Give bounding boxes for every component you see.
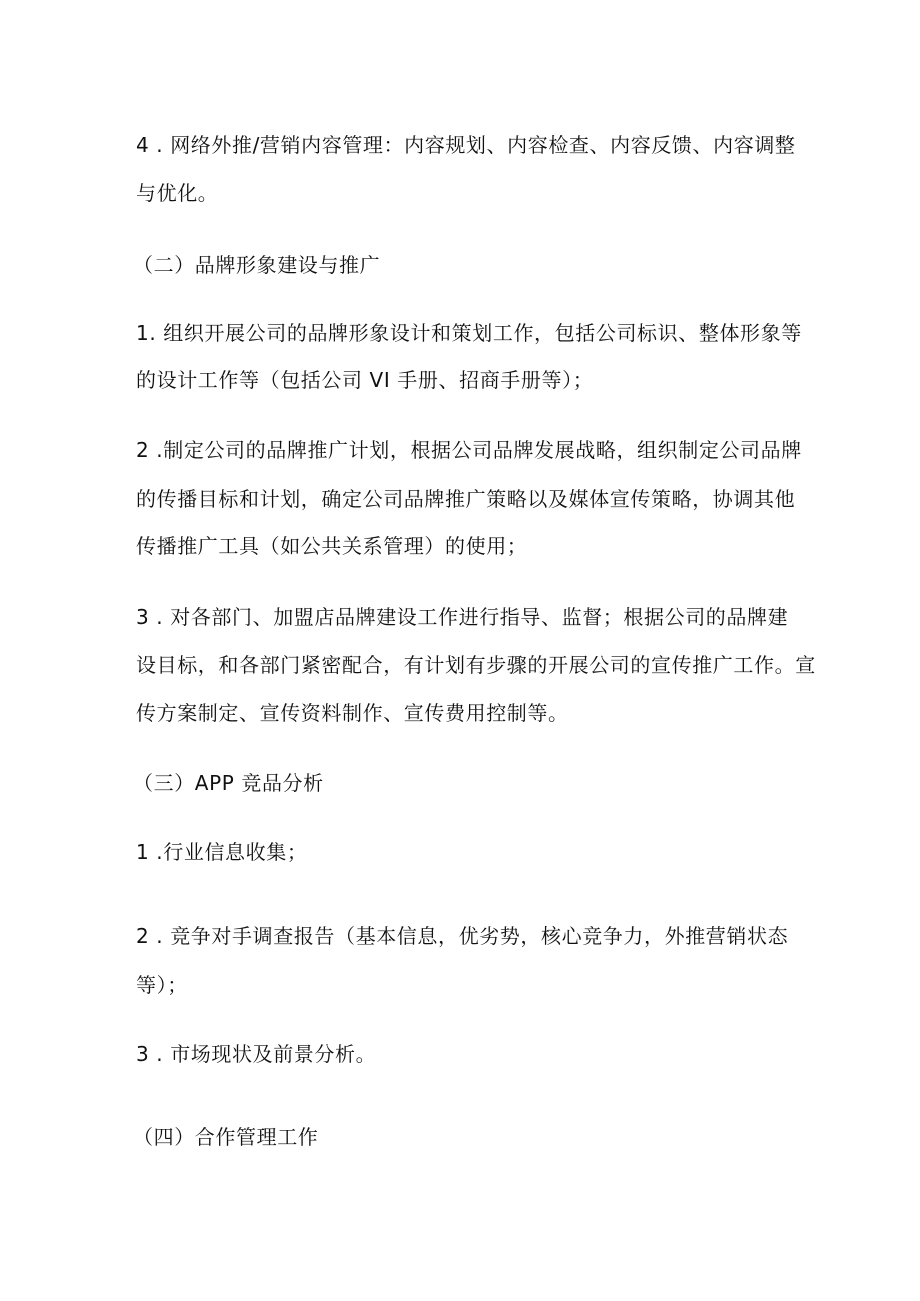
item-1-line-1: 1. 组织开展公司的品牌形象设计和策划工作，包括公司标识、整体形象等 (136, 321, 802, 345)
section-heading-4: （四）合作管理工作 (133, 1125, 319, 1149)
item-4-line-1: 4 . 网络外推/营销内容管理：内容规划、内容检查、内容反馈、内容调整 (136, 133, 796, 157)
item-2b-line-1: 2 . 竞争对手调查报告（基本信息，优劣势，核心竞争力，外推营销状态 (136, 924, 789, 948)
section-heading-2: （二）品牌形象建设与推广 (133, 253, 381, 277)
section-heading-3: （三）APP 竞品分析 (133, 771, 324, 795)
item-3-line-2: 设目标，和各部门紧密配合，有计划有步骤的开展公司的宣传推广工作。宣 (136, 653, 816, 677)
item-4-line-2: 与优化。 (136, 181, 219, 205)
item-2-line-1: 2 .制定公司的品牌推广计划，根据公司品牌发展战略，组织制定公司品牌 (136, 438, 802, 462)
item-2-line-3: 传播推广工具（如公共关系管理）的使用； (136, 534, 528, 558)
item-2-line-2: 的传播目标和计划，确定公司品牌推广策略以及媒体宣传策略，协调其他 (136, 487, 796, 511)
item-3-line-1: 3 . 对各部门、加盟店品牌建设工作进行指导、监督；根据公司的品牌建 (136, 605, 789, 629)
item-2b-line-2: 等）； (136, 973, 188, 997)
item-1b-line-1: 1 .行业信息收集； (136, 840, 308, 864)
item-3b-line-1: 3 . 市场现状及前景分析。 (136, 1042, 377, 1066)
item-1-line-2: 的设计工作等（包括公司 VI 手册、招商手册等）； (136, 368, 594, 392)
item-3-line-3: 传方案制定、宣传资料制作、宣传费用控制等。 (136, 701, 569, 725)
